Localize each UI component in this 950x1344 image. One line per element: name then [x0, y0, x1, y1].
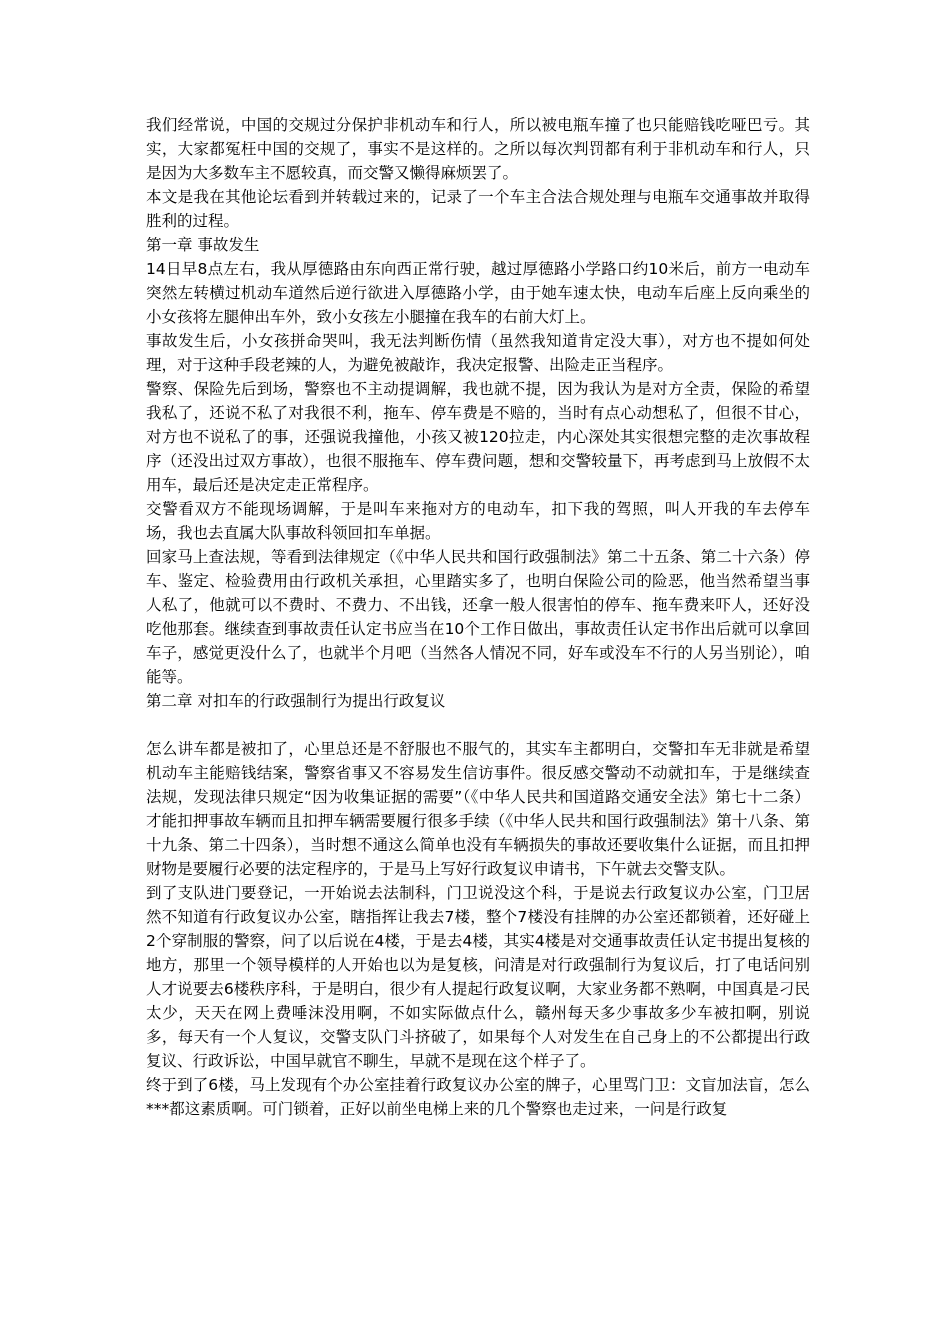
document-body [146, 113, 810, 1121]
paragraph-impound-complaint: 怎么讲车都是被扣了，心里总还是不舒服也不服气的，其实车主都明白，交警扣车无非就是希望机动车主能赔钱结案，警察省事又不容易发生信访事件。很反感交警动不动就扣车，于是继续查法规，发现法律只规定“因为收集证据的需要”（《中华人民共和国道路交通安全法》第七十二条）才能扣押事故车辆而且扣押车辆需要履行很多手续（《中华人民共和国行政强制法》第十八条、第十九条、第二十四条），当时想不通这么简单也没有车辆损失的事故还要收集什么证据，而且扣押财物是要履行必要的法定程序的，于是马上写好行政复议申请书，下午就去交警支队。 [146, 740, 810, 878]
paragraph-accident: 14日早8点左右，我从厚德路由东向西正常行驶，越过厚德路小学路口约10米后，前方一电动车突然左转横过机动车道然后逆行欲进入厚德路小学，由于她车速太快，电动车后座上反向乘坐的小女孩将左腿伸出车外，致小女孩左小腿撞在我车的右前大灯上。 [146, 260, 810, 326]
paragraph-intro: 我们经常说，中国的交规过分保护非机动车和行人，所以被电瓶车撞了也只能赔钱吃哑巴亏。其实，大家都冤枉中国的交规了，事实不是这样的。之所以每次判罚都有利于非机动车和行人，只是因为大多数车主不愿较真，而交警又懒得麻烦罢了。 [146, 116, 810, 182]
paragraph-at-police-detachment: 到了支队进门要登记，一开始说去法制科，门卫说没这个科，于是说去行政复议办公室，门卫居然不知道有行政复议办公室，瞎指挥让我去7楼，整个7楼没有挂牌的办公室还都锁着，还好碰上2个穿制服的警察，问了以后说在4楼，于是去4楼，其实4楼是对交通事故责任认定书提出复核的地方，那里一个领导模样的人开始也以为是复核，问清是对行政强制行为复议后，打了电话问别人才说要去6楼秩序科，于是明白，很少有人提起行政复议啊，大家业务都不熟啊，中国真是刁民太少，天天在网上费唾沫没用啊，不如实际做点什么，赣州每天多少事故多少车被扣啊，别说多，每天有一个人复议，交警支队门斗挤破了，如果每个人对发生在自己身上的不公都提出行政复议、行政诉讼，中国早就官不聊生，早就不是现在这个样子了。 [146, 884, 810, 1070]
chapter-1-heading: 第一章 事故发生 [146, 236, 260, 254]
paragraph-sixth-floor: 终于到了6楼，马上发现有个办公室挂着行政复议办公室的牌子，心里骂门卫：文盲加法盲，怎么***都这素质啊。可门锁着，正好以前坐电梯上来的几个警察也走过来，一问是行政复 [146, 1076, 810, 1118]
paragraph-towing: 交警看双方不能现场调解，于是叫车来拖对方的电动车，扣下我的驾照，叫人开我的车去停车场，我也去直属大队事故科领回扣车单据。 [146, 500, 810, 542]
blank-line [146, 713, 810, 737]
paragraph-regulations: 回家马上查法规，等看到法律规定（《中华人民共和国行政强制法》第二十五条、第二十六条）停车、鉴定、检验费用由行政机关承担，心里踏实多了，也明白保险公司的险恶，他当然希望当事人私了，他就可以不费时、不费力、不出钱，还拿一般人很害怕的停车、拖车费来吓人，还好没吃他那套。继续查到事故责任认定书应当在10个工作日做出，事故责任认定书作出后就可以拿回车子，感觉更没什么了，也就半个月吧（当然各人情况不同，好车或没车不行的人另当别论），咱能等。 [146, 548, 810, 686]
paragraph-source-note: 本文是我在其他论坛看到并转载过来的，记录了一个车主合法合规处理与电瓶车交通事故并取得胜利的过程。 [146, 188, 810, 230]
paragraph-police-insurance: 警察、保险先后到场，警察也不主动提调解，我也就不提，因为我认为是对方全责，保险的希望我私了，还说不私了对我很不利，拖车、停车费是不赔的，当时有点心动想私了，但很不甘心，对方也不说私了的事，还强说我撞他，小孩又被120拉走，内心深处其实很想完整的走次事故程序（还没出过双方事故），也很不服拖车、停车费问题，想和交警较量下，再考虑到马上放假不太用车，最后还是决定走正常程序。 [146, 380, 810, 494]
paragraph-after-accident: 事故发生后，小女孩拼命哭叫，我无法判断伤情（虽然我知道肯定没大事），对方也不提如何处理，对于这种手段老辣的人，为避免被敲诈，我决定报警、出险走正当程序。 [146, 332, 810, 374]
chapter-2-heading: 第二章 对扣车的行政强制行为提出行政复议 [146, 692, 446, 710]
